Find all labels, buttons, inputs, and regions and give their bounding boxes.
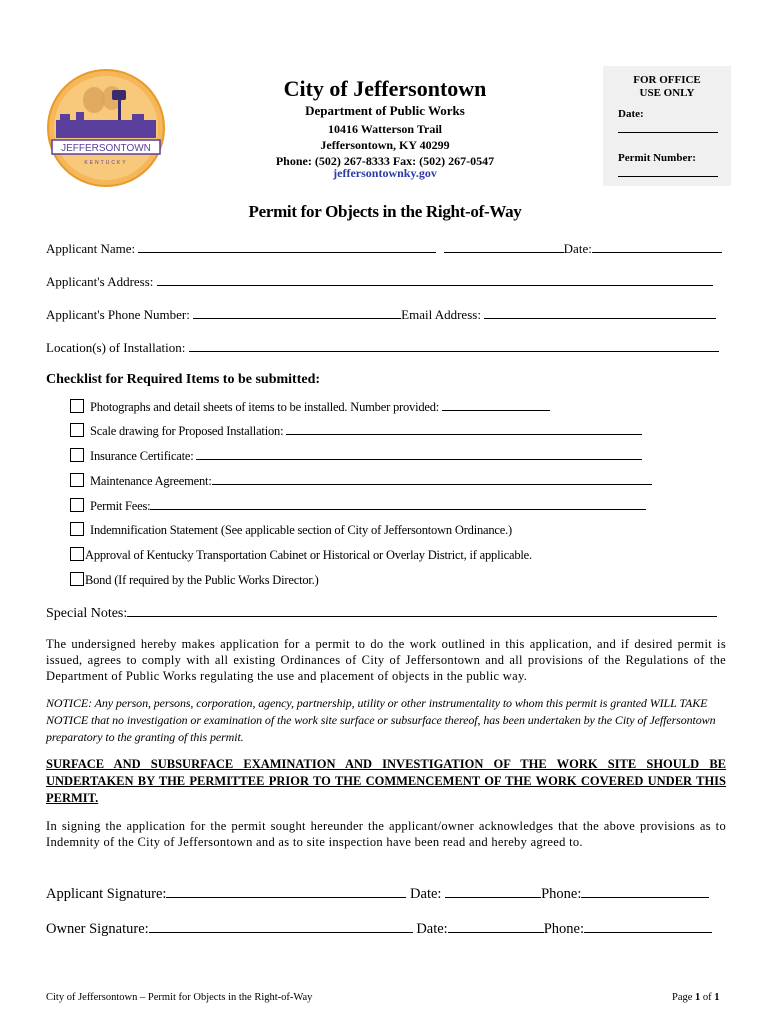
owner-signature-label: Owner Signature: <box>46 921 149 937</box>
date-field[interactable] <box>592 240 722 253</box>
applicant-phone-row <box>46 306 716 323</box>
page-word: Page <box>672 992 693 1003</box>
acknowledgement-paragraph: In signing the application for the permit sought hereunder the applicant/owner acknowledges that the above provisions as to Indemnity of the City of Jeffersontown and as to site inspection have been read and hereby agreed to. <box>46 819 726 849</box>
checklist-item-label: Permit Fees: <box>90 499 151 513</box>
locations-label: Location(s) of Installation: <box>46 340 186 355</box>
number-provided-field[interactable] <box>442 398 550 411</box>
office-use-box <box>603 66 731 186</box>
logo-subtext: KENTUCKY <box>84 160 128 166</box>
insurance-field[interactable] <box>196 447 642 460</box>
checklist-item-label: Approval of Kentucky Transportation Cabinet or Historical or Overlay District, if applicable. <box>85 548 532 562</box>
applicant-signature-row <box>46 883 709 903</box>
checkbox[interactable] <box>70 498 84 512</box>
scale-drawing-field[interactable] <box>286 422 642 435</box>
applicant-name-label: Applicant Name: <box>46 241 136 256</box>
notice-paragraph: NOTICE: Any person, persons, corporation, agency, partnership, utility or other instrumentality to whom this permit is granted WILL TAKE NOTICE that no investigation or examination of the work site surface or subsurface thereof, has been undertaken by the City of Jeffersontown preparatory to the granting of this permit. <box>46 696 716 744</box>
email-field[interactable] <box>484 306 716 319</box>
city-name: City of Jeffersontown <box>283 76 487 101</box>
locations-field[interactable] <box>189 339 719 352</box>
checklist-item-label: Photographs and detail sheets of items to be installed. Number provided: <box>90 400 440 414</box>
owner-phone-label: Phone: <box>543 921 584 937</box>
address-line1: 10416 Watterson Trail <box>328 122 442 136</box>
office-permit-label: Permit Number: <box>618 152 696 164</box>
office-permit-field[interactable] <box>618 176 718 177</box>
applicant-address-field[interactable] <box>157 273 713 286</box>
email-label: Email Address: <box>401 307 481 322</box>
applicant-phone-label: Phone: <box>541 886 582 902</box>
checkbox[interactable] <box>70 547 84 561</box>
applicant-name-field-2[interactable] <box>444 240 564 253</box>
checkbox[interactable] <box>70 399 84 413</box>
applicant-date-label: Date: <box>410 886 442 902</box>
checklist-item-label: Maintenance Agreement: <box>90 474 212 488</box>
date-label: Date: <box>563 241 592 256</box>
office-date-label: Date: <box>618 108 644 120</box>
locations-row <box>46 339 719 356</box>
checklist-item-label: Scale drawing for Proposed Installation: <box>90 424 284 438</box>
checklist-item-label: Indemnification Statement (See applicable section of City of Jeffersontown Ordinance.) <box>90 523 513 537</box>
checklist-item <box>70 447 642 464</box>
owner-phone-field[interactable] <box>584 918 712 933</box>
phone-fax: Phone: (502) 267-8333 Fax: (502) 267-0547 <box>275 154 495 168</box>
owner-signature-row <box>46 918 712 938</box>
checklist-item <box>70 572 319 588</box>
checklist-item-label: Insurance Certificate: <box>90 449 194 463</box>
applicant-signature-field[interactable] <box>166 883 406 898</box>
checklist-title: Checklist for Required Items to be submitted: <box>46 372 321 387</box>
applicant-name-field[interactable] <box>138 240 436 253</box>
checklist-item <box>70 472 652 489</box>
office-use-line1: FOR OFFICE <box>633 74 701 86</box>
of-word: of <box>702 992 712 1003</box>
page-total: 1 <box>714 992 720 1003</box>
checklist-item <box>70 422 642 439</box>
applicant-phone-field[interactable] <box>193 306 401 319</box>
site-examination-warning: SURFACE AND SUBSURFACE EXAMINATION AND INVESTIGATION OF THE WORK SITE SHOULD BE UNDERTAKEN BY THE PERMITTEE PRIOR TO THE COMMENCEMENT OF THE WORK COVERED UNDER THIS PERMIT. <box>46 757 726 805</box>
checkbox[interactable] <box>70 448 84 462</box>
applicant-signature-label: Applicant Signature: <box>46 886 167 902</box>
applicant-date-field[interactable] <box>445 883 541 898</box>
website-link[interactable]: jeffersontownky.gov <box>333 166 437 180</box>
owner-date-field[interactable] <box>448 918 544 933</box>
maintenance-field[interactable] <box>212 472 652 485</box>
page-current: 1 <box>695 992 701 1003</box>
checkbox[interactable] <box>70 473 84 487</box>
special-notes-row <box>46 603 717 622</box>
application-statement: The undersigned hereby makes application for a permit to do the work outlined in this application, and if desired permit is issued, agrees to comply with all existing Ordinances of City of Jeffersontown and all provisions of the Regulations of the Department of Public Works regulating the use and placement of objects in the public way. <box>46 637 726 683</box>
applicant-name-row <box>46 240 722 257</box>
checkbox[interactable] <box>70 572 84 586</box>
applicant-phone-sig-field[interactable] <box>581 883 709 898</box>
checklist-item <box>70 398 550 415</box>
owner-signature-field[interactable] <box>149 918 413 933</box>
footer-left: City of Jeffersontown – Permit for Objects in the Right-of-Way <box>46 992 313 1003</box>
checklist-item-label: Bond (If required by the Public Works Director.) <box>85 573 319 587</box>
checkbox[interactable] <box>70 522 84 536</box>
checklist-item <box>70 497 646 514</box>
office-use-line2: USE ONLY <box>639 87 695 99</box>
address-line2: Jeffersontown, KY 40299 <box>320 138 450 152</box>
checklist-item <box>70 522 512 538</box>
checklist-item <box>70 547 532 563</box>
applicant-phone-label: Applicant's Phone Number: <box>46 307 190 322</box>
applicant-address-row <box>46 273 713 290</box>
special-notes-field[interactable] <box>127 603 717 617</box>
office-date-field[interactable] <box>618 132 718 133</box>
page-number <box>672 992 720 1003</box>
checkbox[interactable] <box>70 423 84 437</box>
city-logo <box>46 68 166 188</box>
permit-fees-field[interactable] <box>150 497 646 510</box>
logo-text: JEFFERSONTOWN <box>61 143 151 154</box>
special-notes-label: Special Notes: <box>46 606 128 621</box>
department-name: Department of Public Works <box>305 103 465 118</box>
form-title: Permit for Objects in the Right-of-Way <box>248 202 522 221</box>
owner-date-label: Date: <box>416 921 448 937</box>
applicant-address-label: Applicant's Address: <box>46 274 154 289</box>
